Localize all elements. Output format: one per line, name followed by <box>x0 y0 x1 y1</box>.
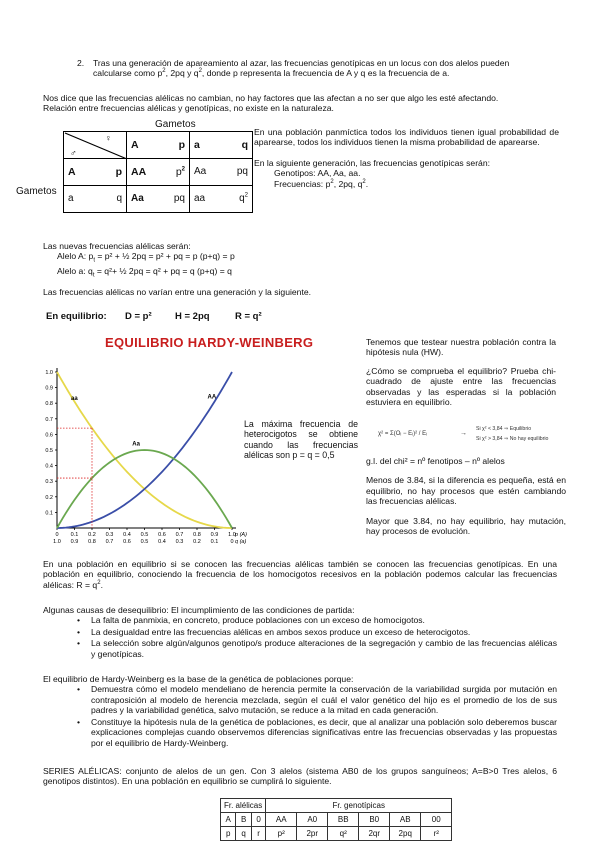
x-tick-label-p: 0.1 <box>70 532 79 538</box>
causes-block <box>43 605 557 660</box>
panmictic-block <box>254 127 559 189</box>
y-tick-label: 0.3 <box>45 479 53 486</box>
allele-a-line: Alelo a: $q_t = q^2+$ ½ 2pq = q² + pq = q (p+q) = q <box>57 265 232 279</box>
basis-item: • Demuestra cómo el modelo mendeliano de herencia permite la conservación de la variabilidad surgida por mutación en contraposición al modelo de herencia mezclada, según el cuál el valor genético del hijo es el promedio de los de sus padres y la variabilidad genética, salvo mutación, se reduce a la mitad en cada generación. <box>69 684 557 715</box>
intro-paragraph <box>43 93 563 114</box>
y-tick-label: 0.2 <box>45 494 53 501</box>
series-alelicas-text: SERIES ALÉLICAS: conjunto de alelos de un gen. Con 3 alelos (sistema AB0 de los grupos sanguíneos; A=B>0 Tres alelos, 6 genotipos distintos). En una población en equilibrio se cumplirá lo siguiente. <box>43 766 557 787</box>
hw-test-p1: Tenemos que testear nuestra población contra la hipótesis nula (HW). <box>366 337 556 358</box>
x-tick-label-p: 0.7 <box>175 532 184 538</box>
table-head-alleles: Fr. alélicas <box>221 799 266 813</box>
formula-result-2: Si χ² > 3,84 ⇒ No hay equilibrio <box>476 436 549 442</box>
x-tick-label-p: 0.6 <box>158 532 166 538</box>
equilibrium-label: En equilibrio: <box>46 311 107 322</box>
genotype-freq: 2pq <box>390 827 421 841</box>
genotype-label: 00 <box>421 813 452 827</box>
genotype-label: AA <box>266 813 297 827</box>
item-2-line2: calcularse como $p^2$, 2pq y $q^2$, donde p representa la frecuencia de A y q es la frecuencia de a. <box>93 68 450 79</box>
formula-left: χ² = Σ(Oᵢ − Eᵢ)² / Eᵢ <box>378 431 428 437</box>
no-change-text: Las frecuencias alélicas no varían entre una generación y la siguiente. <box>43 287 312 297</box>
genotype-label: AB <box>390 813 421 827</box>
allele-freq: p <box>221 827 236 841</box>
punnett-title-top: Gametos <box>155 119 196 130</box>
x-tick-label-q: 0.2 <box>193 539 201 545</box>
x-tick-label-p: 1.0 <box>228 532 236 538</box>
genotype-freq: r² <box>421 827 452 841</box>
y-tick-label: 0.9 <box>45 385 53 392</box>
x-tick-label-p: 0.4 <box>123 532 131 538</box>
header-male-A: A p <box>64 159 127 186</box>
panmictic-text: En una población panmíctica todos los individuos tienen igual probabilidad de aparearse, todos los individuos tienen la misma probabilidad de aparearse. <box>254 127 559 148</box>
cell-aa: aa $q^2$ <box>190 186 253 213</box>
x-tick-label-q: 0.6 <box>123 539 131 545</box>
allele-A-line: Alelo A: $p_t = p^2$ + ½ 2pq = p² + pq = p (p+q) = p <box>57 251 235 265</box>
genotype-freq: 2pr <box>297 827 328 841</box>
genotypes-text: Genotipos: AA, Aa, aa. <box>274 168 361 179</box>
chart-annotation: La máxima frecuencia de heterocigotos se obtiene cuando las frecuencias alélicas son p = q = 0,5 <box>244 419 358 461</box>
y-tick-label: 0.5 <box>45 448 53 454</box>
punnett-square <box>63 131 253 213</box>
allele-label: A <box>221 813 236 827</box>
eq-pop-paragraph: En una población en equilibrio si se conocen las frecuencias alélicas también se conocen las frecuencias genotípicas. En una población en equilibrio, conociendo la frecuencia de los homocigotos recesivos en la población podemos calcular las frecuencias alélicas: $R = q^2$. <box>43 559 557 590</box>
x-tick-label-q: 0.5 <box>140 539 149 545</box>
hw-test-p2: ¿Cómo se comprueba el equilibrio? Prueba chi-cuadrado de ajuste entre las frecuencias observadas y las esperadas si la población estuviera en equilibrio. <box>366 365 556 408</box>
x-tick-label-q: 0.7 <box>105 539 114 545</box>
series-label-Aa: Aa <box>132 441 140 448</box>
x-tick-label-p: 0.9 <box>210 532 219 538</box>
new-allelic-title: Las nuevas frecuencias alélicas serán: <box>43 241 191 251</box>
basis-item: • Constituye la hipótesis nula de la genética de poblaciones, es decir, que al analizar una población solo deberemos buscar explicaciones complejas cuando observemos diferencias significativas entre las frecuencias observadas y las propuestas por el equilibrio de Hardy-Weinberg. <box>69 717 557 748</box>
basis-title: El equilibrio de Hardy-Weinberg es la base de la genética de poblaciones porque: <box>43 674 354 684</box>
female-symbol: ♀ <box>105 133 112 143</box>
causes-title: Algunas causas de desequilibrio: El incumplimiento de las condiciones de partida: <box>43 605 355 615</box>
corner-cell <box>64 132 127 159</box>
x-tick-label-p: 0.3 <box>105 532 114 538</box>
hw-test-p3: Menos de 3.84, si la diferencia es pequeña, está en equilibrio, no hay procesos que estén cambiando las frecuencias alélicas. <box>366 475 566 507</box>
allele-label: 0 <box>251 813 265 827</box>
header-female-a: a q <box>190 132 253 159</box>
intro-line1: Nos dice que las frecuencias alélicas no cambian, no hay factores que las afectan a no ser que algo les esté afectando. <box>43 93 499 103</box>
hw-test-block-2 <box>366 456 566 537</box>
x-tick-label-q: 0.3 <box>175 539 184 545</box>
x-tick-label-p: 0 <box>55 532 59 538</box>
x-tick-label-q: 1.0 <box>53 539 61 545</box>
cause-item: • La selección sobre algún/algunos genotipo/s produce alteraciones de la segregación y cambio de las frecuencias alélicas y genotípicas. <box>69 638 557 659</box>
x-tick-label-q: 0 <box>230 539 234 545</box>
y-tick-label: 0.8 <box>45 401 53 408</box>
y-tick-label: 0.1 <box>45 510 53 517</box>
genotype-label: BB <box>328 813 359 827</box>
genotype-freq: p² <box>266 827 297 841</box>
table-head-genotypes: Fr. genotípicas <box>266 799 452 813</box>
allele-label: B <box>236 813 251 827</box>
x-tick-label-q: 0.8 <box>88 539 96 545</box>
equilibrium-R: R = q² <box>235 311 262 322</box>
frequencies-text: Frecuencias: $p^2$, 2pq, $q^2$. <box>274 178 369 189</box>
cell-AA: AA $p^2$ <box>127 159 190 186</box>
equilibrium-D: D = p² <box>125 311 152 322</box>
y-tick-label: 0.7 <box>45 416 53 423</box>
genotype-freq: 2qr <box>359 827 390 841</box>
item-2-number: 2. <box>77 58 85 68</box>
male-symbol: ♂ <box>70 148 77 158</box>
x-tick-label-q: 0.9 <box>70 539 79 545</box>
cell-Aa-1: Aa pq <box>190 159 253 186</box>
hw-test-block <box>366 337 556 408</box>
genotype-freq: q² <box>328 827 359 841</box>
header-male-a: a q <box>64 186 127 213</box>
chi-square-formula <box>378 425 583 447</box>
item-2-line1: Tras una generación de apareamiento al azar, las frecuencias genotípicas en un locus con dos alelos pueden <box>93 58 510 68</box>
x-tick-label-q: 0.1 <box>210 539 219 545</box>
gl-text: g.l. del chi² = nº fenotipos – nº alelos <box>366 456 505 466</box>
y-tick-label: 0.4 <box>45 463 53 470</box>
chart-title: EQUILIBRIO HARDY-WEINBERG <box>105 335 314 350</box>
allele-freq: q <box>236 827 251 841</box>
x-label-q: q (a) <box>235 539 247 545</box>
cell-Aa-2: Aa pq <box>127 186 190 213</box>
punnett-title-left: Gametos <box>16 186 57 197</box>
equilibrium-H: H = 2pq <box>175 311 210 322</box>
basis-block <box>43 674 557 749</box>
hw-test-p4: Mayor que 3.84, no hay equilibrio, hay mutación, hay procesos de evolución. <box>366 515 566 537</box>
x-tick-label-p: 0.2 <box>88 532 96 538</box>
formula-arrow: → <box>460 430 467 437</box>
formula-result-1: Si χ² < 3,84 ⇒ Equilibrio <box>476 426 532 432</box>
series-label-AA: AA <box>207 394 217 401</box>
y-tick-label: 1.0 <box>45 370 53 376</box>
intro-line2: Relación entre frecuencias alélicas y genotípicas, no existe en la naturaleza. <box>43 103 334 114</box>
allele-frequency-table <box>220 798 452 841</box>
new-allelic-block <box>43 241 343 280</box>
x-label-p: p (A) <box>235 532 247 538</box>
x-tick-label-p: 0.5 <box>140 532 149 538</box>
series-label-aa: aa <box>71 396 78 403</box>
item-2 <box>77 58 557 79</box>
genotype-label: A0 <box>297 813 328 827</box>
genotype-label: B0 <box>359 813 390 827</box>
x-tick-label-p: 0.8 <box>193 532 201 538</box>
header-female-A: A p <box>127 132 190 159</box>
hardy-weinberg-chart <box>40 362 247 554</box>
y-tick-label: 0.6 <box>45 432 53 439</box>
allele-freq: r <box>251 827 265 841</box>
x-tick-label-q: 0.4 <box>158 539 166 545</box>
cause-item: • La falta de panmixia, en concreto, produce poblaciones con un exceso de homocigotos. <box>69 615 557 625</box>
next-gen-text: En la siguiente generación, las frecuencias genotípicas serán: <box>254 157 490 168</box>
cause-item: • La desigualdad entre las frecuencias alélicas en ambos sexos produce un exceso de heterocigotos. <box>69 627 557 637</box>
